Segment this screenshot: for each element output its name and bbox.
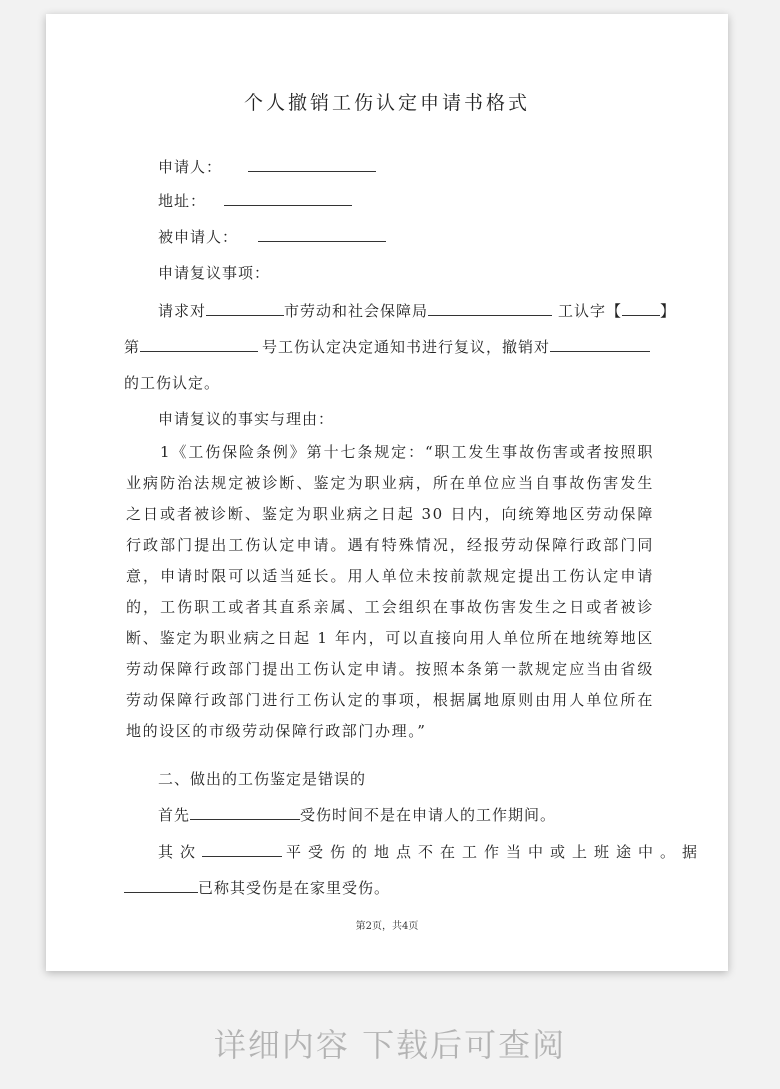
request-text-1: 请求对 xyxy=(158,302,207,320)
first-blank xyxy=(190,805,300,820)
respondent-line xyxy=(158,226,386,247)
request-line xyxy=(158,300,676,321)
decision-blank-1 xyxy=(140,337,258,352)
applicant-label: 申请人： xyxy=(158,158,223,176)
decision-line xyxy=(124,336,650,357)
last-blank xyxy=(124,878,198,893)
request-text-3: 工认字【 xyxy=(558,302,623,320)
matter-heading: 申请复议事项： xyxy=(158,264,271,282)
request-text-2: 市劳动和社会保障局 xyxy=(284,302,429,320)
last-line xyxy=(124,877,390,898)
second-label: 其次 xyxy=(158,843,203,861)
address-label: 地址： xyxy=(158,192,207,210)
request-blank-2 xyxy=(428,301,552,316)
document-title: 个人撤销工伤认定申请书格式 xyxy=(243,92,530,114)
clause-paragraph: 1《工伤保险条例》第十七条规定：“职工发生事故伤害或者按照职业病防治法规定被诊断、鉴定为职业病，所在单位应当自事故伤害发生之日或者被诊断、鉴定为职业病之日起 30 日内，向统筹地区劳动保障行政部门提出工伤认定申请。遇有特殊情况，经报劳动保障行政部门同意，申请时限可以适当延长。用人单位未按前款规定提出工伤认定申请的，工伤职工或者其直系亲属、工会组织在事故伤害发生之日或者被诊断、鉴定为职业病之日起 1 年内，可以直接向用人单位所在地统筹地区劳动保障行政部门提出工伤认定申请。按照本条第一款规定应当由省级劳动保障行政部门进行工伤认定的事项，根据属地原则由用人单位所在地的设区的市级劳动保障行政部门办理。” xyxy=(126,443,654,740)
applicant-blank xyxy=(248,157,376,172)
respondent-blank xyxy=(258,227,386,242)
page-number: 第2页，共4页 xyxy=(355,921,419,932)
address-line xyxy=(158,190,352,211)
download-notice: 详细内容 下载后可查阅 xyxy=(213,1026,567,1064)
section-2-heading: 二、做出的工伤鉴定是错误的 xyxy=(158,770,367,788)
last-text: 已称其受伤是在家里受伤。 xyxy=(198,879,391,897)
address-blank xyxy=(224,191,352,206)
second-blank xyxy=(202,842,282,857)
request-text-4: 】 xyxy=(660,302,677,320)
first-reason-line xyxy=(158,804,556,825)
decision-line-end: 的工伤认定。 xyxy=(124,374,221,392)
request-blank-3 xyxy=(622,301,660,316)
document-page xyxy=(46,14,728,971)
first-label: 首先 xyxy=(158,806,191,824)
decision-text-2: 号工伤认定决定通知书进行复议，撤销对 xyxy=(262,338,551,356)
decision-text-1: 第 xyxy=(124,338,141,356)
respondent-label: 被申请人： xyxy=(158,228,239,246)
facts-heading: 申请复议的事实与理由： xyxy=(158,410,335,428)
first-text: 受伤时间不是在申请人的工作期间。 xyxy=(300,806,557,824)
decision-blank-2 xyxy=(550,337,650,352)
second-reason-line xyxy=(158,841,704,862)
applicant-line xyxy=(158,156,376,177)
request-blank-1 xyxy=(206,301,284,316)
second-text: 平受伤的地点不在工作当中或上班途中。据 xyxy=(286,843,705,861)
